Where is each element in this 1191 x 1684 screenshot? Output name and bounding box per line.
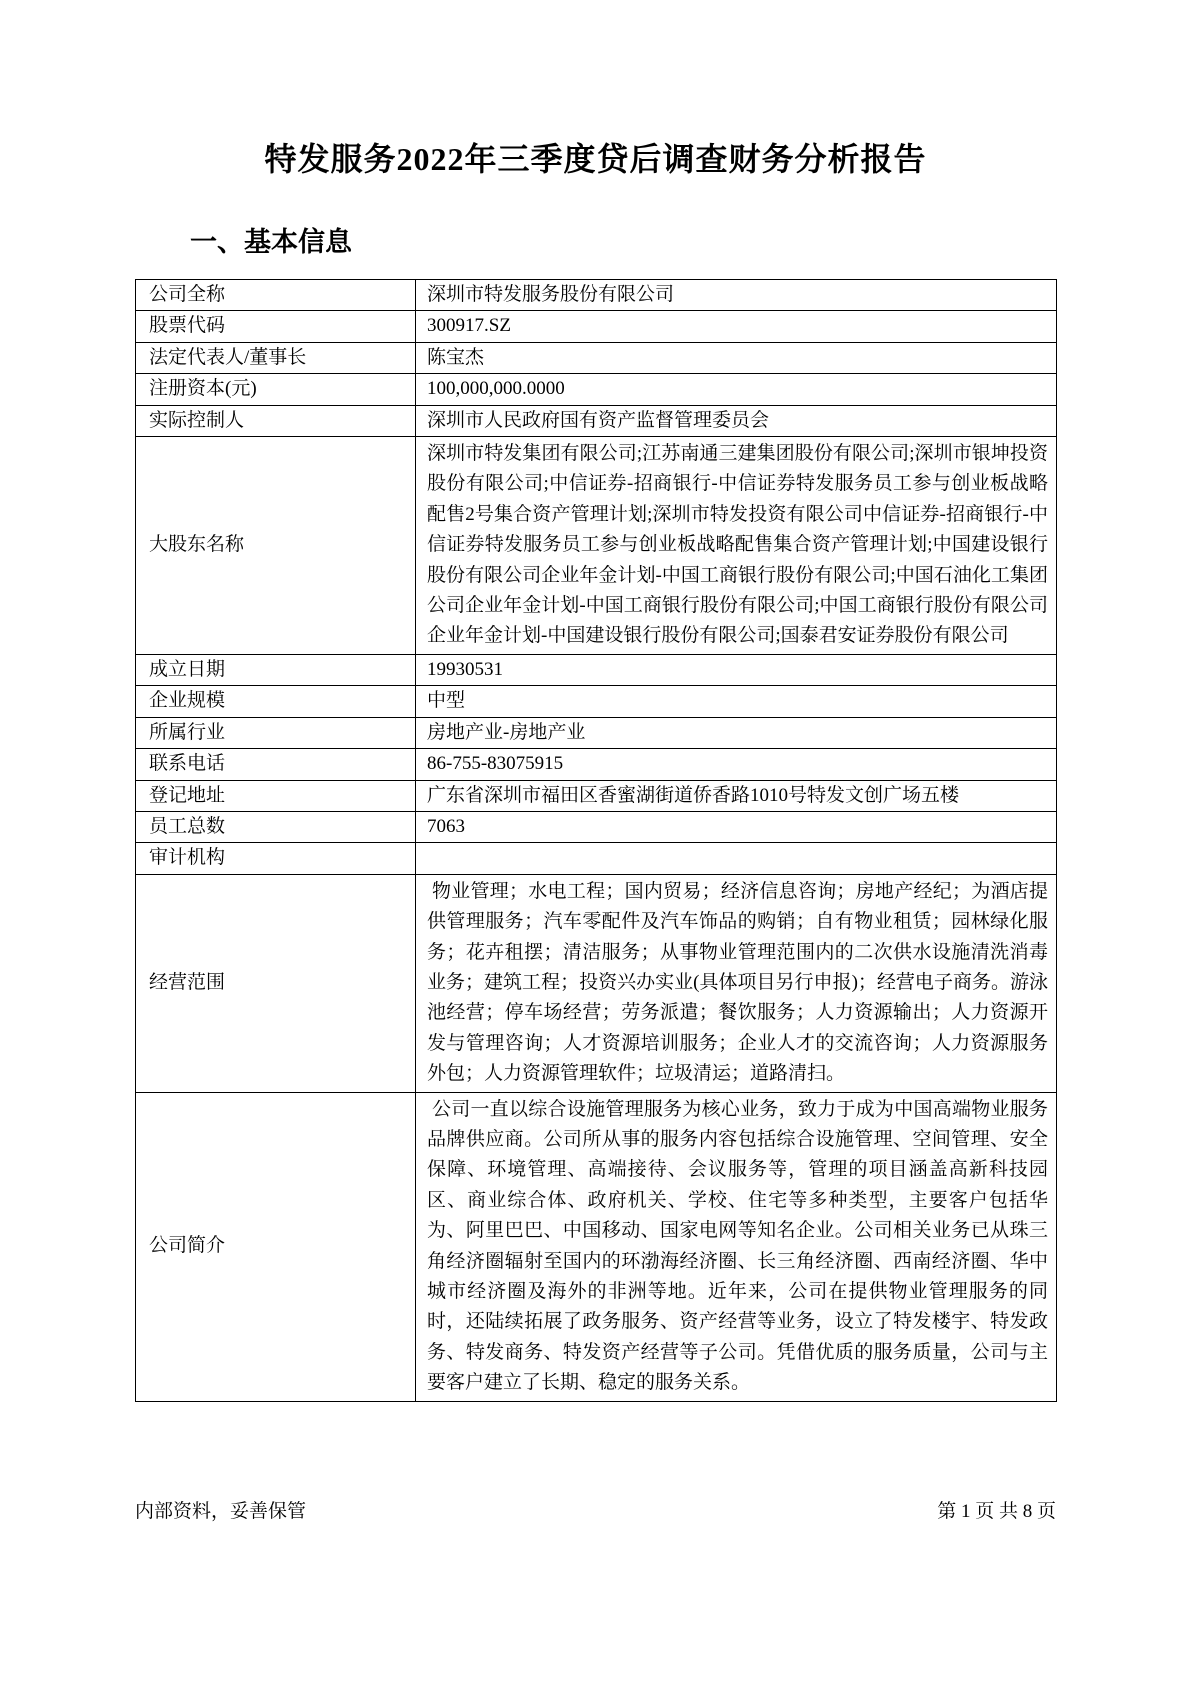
table-row	[136, 311, 1057, 342]
basic-info-table	[135, 279, 1057, 1402]
row-label: 企业规模	[136, 686, 416, 717]
table-row	[136, 843, 1057, 874]
row-value: 19930531	[416, 654, 1057, 685]
row-label: 联系电话	[136, 749, 416, 780]
table-row	[136, 686, 1057, 717]
row-value: 公司一直以综合设施管理服务为核心业务，致力于成为中国高端物业服务品牌供应商。公司所从事的服务内容包括综合设施管理、空间管理、安全保障、环境管理、高端接待、会议服务等，管理的项目涵盖高新科技园区、商业综合体、政府机关、学校、住宅等多种类型，主要客户包括华为、阿里巴巴、中国移动、国家电网等知名企业。公司相关业务已从珠三角经济圈辐射至国内的环渤海经济圈、长三角经济圈、西南经济圈、华中城市经济圈及海外的非洲等地。近年来，公司在提供物业管理服务的同时，还陆续拓展了政务服务、资产经营等业务，设立了特发楼宇、特发政务、特发商务、特发资产经营等子公司。凭借优质的服务质量，公司与主要客户建立了长期、稳定的服务关系。	[416, 1092, 1057, 1401]
table-row	[136, 654, 1057, 685]
row-label: 成立日期	[136, 654, 416, 685]
row-value: 陈宝杰	[416, 342, 1057, 373]
row-label: 经营范围	[136, 874, 416, 1092]
table-row	[136, 374, 1057, 405]
row-label: 法定代表人/董事长	[136, 342, 416, 373]
section-heading: 一、基本信息	[190, 227, 352, 257]
row-value: 深圳市人民政府国有资产监督管理委员会	[416, 405, 1057, 436]
row-value: 中型	[416, 686, 1057, 717]
page-title: 特发服务2022年三季度贷后调查财务分析报告	[264, 141, 927, 177]
row-label: 登记地址	[136, 780, 416, 811]
row-label: 员工总数	[136, 811, 416, 842]
row-label: 股票代码	[136, 311, 416, 342]
row-label: 大股东名称	[136, 437, 416, 655]
row-value: 广东省深圳市福田区香蜜湖街道侨香路1010号特发文创广场五楼	[416, 780, 1057, 811]
table-row	[136, 342, 1057, 373]
row-label: 公司简介	[136, 1092, 416, 1401]
row-value: 7063	[416, 811, 1057, 842]
row-value: 深圳市特发服务股份有限公司	[416, 280, 1057, 311]
row-value: 物业管理；水电工程；国内贸易；经济信息咨询；房地产经纪；为酒店提供管理服务；汽车零配件及汽车饰品的购销；自有物业租赁；园林绿化服务；花卉租摆；清洁服务；从事物业管理范围内的二次供水设施清洗消毒业务；建筑工程；投资兴办实业(具体项目另行申报)；经营电子商务。游泳池经营；停车场经营；劳务派遣；餐饮服务；人力资源输出；人力资源开发与管理咨询；人才资源培训服务；企业人才的交流咨询；人力资源服务外包；人力资源管理软件；垃圾清运；道路清扫。	[416, 874, 1057, 1092]
row-label: 实际控制人	[136, 405, 416, 436]
table-row	[136, 437, 1057, 655]
row-value: 300917.SZ	[416, 311, 1057, 342]
row-value: 86-755-83075915	[416, 749, 1057, 780]
footer-page-number: 第 1 页 共 8 页	[937, 1501, 1056, 1522]
row-label: 公司全称	[136, 280, 416, 311]
table-row	[136, 1092, 1057, 1401]
table-row	[136, 749, 1057, 780]
table-row	[136, 780, 1057, 811]
row-value: 深圳市特发集团有限公司;江苏南通三建集团股份有限公司;深圳市银坤投资股份有限公司;中信证券-招商银行-中信证券特发服务员工参与创业板战略配售2号集合资产管理计划;深圳市特发投资有限公司中信证券-招商银行-中信证券特发服务员工参与创业板战略配售集合资产管理计划;中国建设银行股份有限公司企业年金计划-中国工商银行股份有限公司;中国石油化工集团公司企业年金计划-中国工商银行股份有限公司;中国工商银行股份有限公司企业年金计划-中国建设银行股份有限公司;国泰君安证券股份有限公司	[416, 437, 1057, 655]
row-label: 注册资本(元)	[136, 374, 416, 405]
page-footer	[135, 1496, 1056, 1523]
row-value: 100,000,000.0000	[416, 374, 1057, 405]
table-row	[136, 280, 1057, 311]
row-value: 房地产业-房地产业	[416, 717, 1057, 748]
table-row	[136, 811, 1057, 842]
table-row	[136, 717, 1057, 748]
row-label: 审计机构	[136, 843, 416, 874]
row-label: 所属行业	[136, 717, 416, 748]
row-value	[416, 843, 1057, 874]
table-row	[136, 405, 1057, 436]
table-row	[136, 874, 1057, 1092]
footer-left-note: 内部资料，妥善保管	[135, 1501, 307, 1522]
